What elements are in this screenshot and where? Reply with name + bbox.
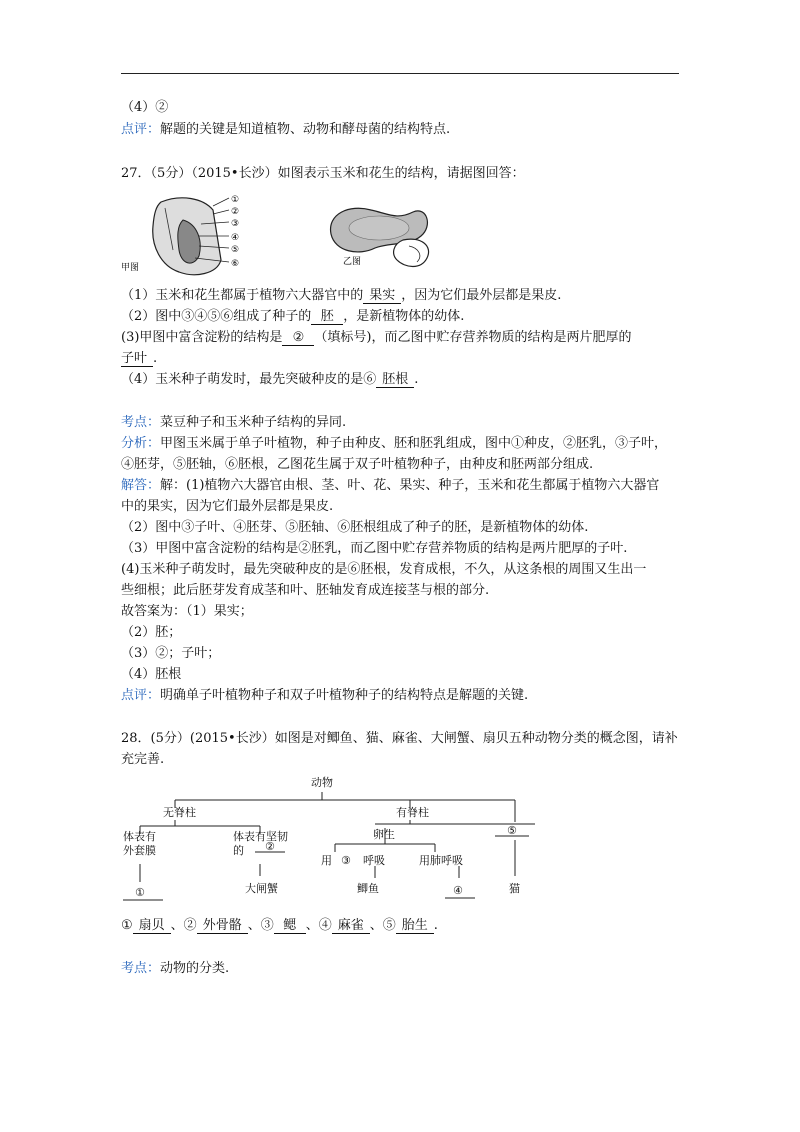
leaf-4: ④ [453, 884, 463, 897]
q28-answer-2: 外骨骼 [197, 918, 248, 934]
corn-label-4: ④ [231, 233, 240, 243]
review-text: 解题的关键是知道植物、动物和酵母菌的结构特点. [160, 122, 451, 137]
q27-l3-pre: (3)甲图中富含淀粉的结构是 [121, 330, 283, 345]
node-animal: 动物 [311, 776, 333, 789]
q28-stem-2: 充完善. [121, 752, 165, 767]
q27-jieda-2: 中的果实，因为它们最外层都是果皮. [121, 499, 334, 514]
q27-line2 [121, 309, 464, 325]
q28-stem-1: 28．(5分）(2015•长沙）如图是对鲫鱼、猫、麻雀、大闸蟹、扇贝五种动物分类的概念图，请补 [121, 731, 678, 746]
q27-jieda-3: （2）图中③子叶、④胚芽、⑤胚轴、⑥胚根组成了种子的胚，是新植物体的幼体. [121, 520, 589, 535]
q27-answer-4: 胚根 [376, 372, 414, 388]
q27-fenxi-1 [121, 436, 667, 452]
corn-label-6: ⑥ [231, 259, 240, 269]
kaodian-label: 考点： [121, 415, 161, 430]
q27-line1 [121, 288, 561, 304]
corn-label-1: ① [231, 195, 240, 205]
q27-figure [121, 190, 431, 280]
q28-answer-4: 麻雀 [332, 918, 370, 934]
q27-l3-post: （填标号)，而乙图中贮存营养物质的结构是两片肥厚的 [314, 330, 632, 345]
node-vertebrate: 有脊柱 [396, 806, 429, 819]
review-label: 点评： [121, 122, 161, 137]
q27-final-answer-1: 故答案为：（1）果实； [121, 604, 253, 619]
dianping-text: 明确单子叶植物种子和双子叶植物种子的结构特点是解题的关键. [160, 688, 529, 703]
q27-answer-1: 果实 [363, 288, 401, 304]
prev-review [121, 122, 450, 138]
node-mantle-b: 外套膜 [123, 844, 156, 857]
q27-final-answer-4: （4）胚根 [121, 667, 182, 682]
header-rule [121, 73, 679, 74]
leaf-1: ① [135, 886, 145, 899]
fenxi-label: 分析： [121, 436, 161, 451]
q27-jieda-4: （3）甲图中富含淀粉的结构是②胚乳，而乙图中贮存营养物质的结构是两片肥厚的子叶. [121, 541, 628, 556]
q27-jieda-6: 些细根；此后胚芽发育成茎和叶、胚轴发育成连接茎与根的部分. [121, 583, 490, 598]
q27-l2-pre: （2）图中③④⑤⑥组成了种子的 [121, 309, 312, 324]
node-mantle-a: 体表有 [123, 830, 156, 843]
q28-kaodian-text: 动物的分类. [160, 961, 230, 976]
q27-l3b-post: . [153, 351, 158, 366]
q27-stem: 27．（5分）（2015•长沙）如图表示玉米和花生的结构，请据图回答： [121, 166, 525, 181]
node-hard-a: 体表有坚韧 [233, 830, 288, 843]
q27-line4 [121, 372, 418, 388]
jieda-label: 解答： [121, 478, 161, 493]
q27-answer-2: 胚 [311, 309, 343, 325]
fig-jia-label: 甲图 [121, 263, 140, 273]
q28-kaodian-label: 考点： [121, 961, 161, 976]
q28-answer-line [121, 918, 438, 934]
fenxi-text-1: 甲图玉米属于单子叶植物，种子由种皮、胚和胚乳组成，图中①种皮，②胚乳，③子叶， [160, 436, 668, 451]
q27-l1-post: ，因为它们最外层都是果皮. [401, 288, 562, 303]
leaf-crab: 大闸蟹 [245, 882, 278, 895]
q27-l2-post: ，是新植物体的幼体. [343, 309, 465, 324]
leaf-cat: 猫 [509, 882, 520, 895]
kaodian-text: 菜豆种子和玉米种子结构的异同. [160, 415, 347, 430]
q28-concept-diagram [115, 772, 545, 904]
q27-final-answer-3: （3）②；子叶； [121, 646, 221, 661]
node-breathe-1-post: 呼吸 [363, 854, 385, 867]
corn-label-5: ⑤ [231, 245, 240, 255]
q27-answer-3b: 子叶 [121, 351, 153, 367]
node-breathe-1-pre: 用 [321, 854, 332, 867]
q27-answer-3: ② [282, 330, 314, 346]
q27-l4-post: . [414, 372, 419, 387]
q28-answer-3: 鳃 [274, 918, 306, 934]
ans-end: . [433, 918, 438, 933]
ans-num-1: ① [121, 918, 133, 933]
corn-seed-drawing [153, 198, 229, 275]
blank-2: ② [265, 840, 275, 853]
q27-fenxi-2: ④胚芽，⑤胚轴，⑥胚根，乙图花生属于双子叶植物种子，由种皮和胚两部分组成. [121, 457, 594, 472]
prev-answer-4: （4）② [121, 100, 169, 115]
q27-kaodian [121, 415, 346, 431]
q27-final-answer-2: （2）胚； [121, 625, 182, 640]
ans-num-2: 、② [170, 918, 197, 933]
leaf-fish: 鲫鱼 [357, 882, 379, 895]
node-invertebrate: 无脊柱 [163, 806, 196, 819]
q27-line3 [121, 330, 632, 346]
corn-label-2: ② [231, 207, 240, 217]
q27-l4-pre: （4）玉米种子萌发时，最先突破种皮的是⑥ [121, 372, 377, 387]
blank-5: ⑤ [507, 824, 517, 837]
node-breathe-lung: 用肺呼吸 [419, 854, 463, 867]
dianping-label: 点评： [121, 688, 161, 703]
q27-line3b [121, 351, 157, 367]
blank-3: ③ [341, 854, 351, 867]
q28-answer-5: 胎生 [396, 918, 434, 934]
node-hard-b: 的 [233, 844, 244, 857]
ans-num-5: 、⑤ [369, 918, 396, 933]
q28-answer-1: 扇贝 [133, 918, 171, 934]
node-oviparous: 卵生 [373, 828, 395, 841]
q27-dianping [121, 688, 528, 704]
q28-kaodian [121, 961, 229, 977]
fig-yi-label: 乙图 [343, 257, 362, 267]
q27-jieda-5: (4)玉米种子萌发时，最先突破种皮的是⑥胚根，发育成根，不久，从这条根的周围又生出一 [121, 562, 647, 577]
ans-num-4: 、④ [305, 918, 332, 933]
q27-l1-pre: （1）玉米和花生都属于植物六大器官中的 [121, 288, 364, 303]
ans-num-3: 、③ [247, 918, 274, 933]
q27-jieda-1 [121, 478, 659, 494]
jieda-text-1: 解：(1)植物六大器官由根、茎、叶、花、果实、种子，玉米和花生都属于植物六大器官 [160, 478, 660, 493]
corn-label-3: ③ [231, 219, 240, 229]
